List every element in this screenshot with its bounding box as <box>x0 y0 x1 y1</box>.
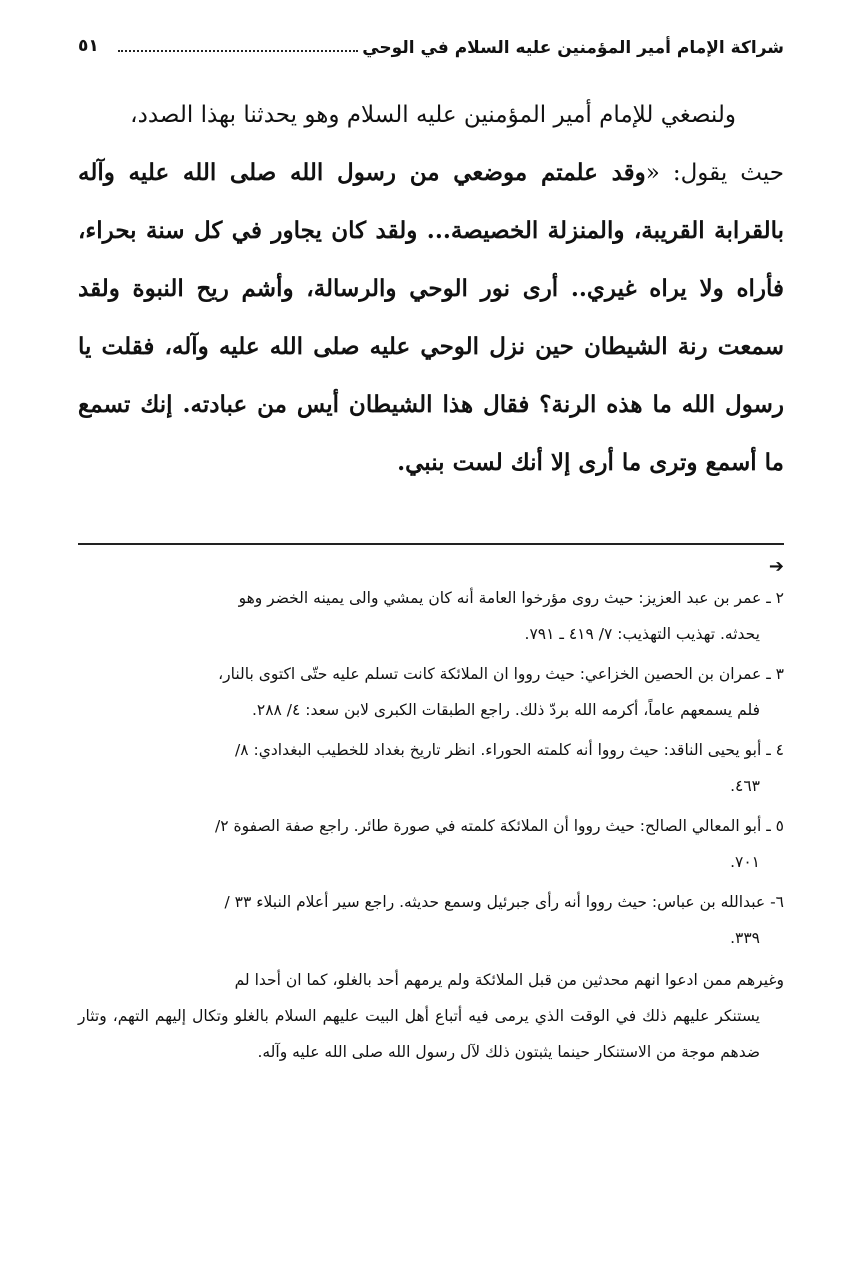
footnote-continuation: ٧٠١. <box>730 853 760 871</box>
footnote-item <box>78 732 784 804</box>
footnote-line: ٥ ـ أبو المعالي الصالح: حيث رووا أن الملائكة كلمته في صورة طائر. راجع صفة الصفوة ٢/ <box>214 817 784 835</box>
footnote-line: ٣ ـ عمران بن الحصين الخزاعي: حيث رووا ان الملائكة كانت تسلم عليه حتّى اكتوى بالنار، <box>218 665 784 683</box>
footnote-area <box>78 28 784 1268</box>
header-title: شراكة الإمام أمير المؤمنين عليه السلام في الوحي <box>362 38 784 58</box>
continuation-arrow-icon: ➔ <box>768 556 784 577</box>
footnote-line: ٦- عبدالله بن عباس: حيث رووا أنه رأى جبرئيل وسمع حديثه. راجع سير أعلام النبلاء ٣٣ / <box>224 893 784 911</box>
footnote-separator <box>78 543 784 545</box>
footnote-line: ٢ ـ عمر بن عبد العزيز: حيث روى مؤرخوا العامة أنه كان يمشي والى يمينه الخضر وهو <box>238 589 784 607</box>
footnote-continuation: فلم يسمعهم عاماً، أكرمه الله بردّ ذلك. راجع الطبقات الكبرى لابن سعد: ٤/ ٢٨٨. <box>251 701 760 719</box>
footnote-continuation: ٤٦٣. <box>730 777 760 795</box>
footnote-continuation: يحدثه. تهذيب التهذيب: ٧/ ٤١٩ ـ ٧٩١. <box>524 625 760 643</box>
closing-note <box>78 962 784 1070</box>
footnote-item <box>78 884 784 956</box>
quote-lead: حيث يقول: « <box>645 160 784 186</box>
page-number: ٥١ <box>78 36 99 56</box>
footnote-item <box>78 656 784 728</box>
footnote-continuation: ٣٣٩. <box>730 929 760 947</box>
footnote-item <box>78 808 784 880</box>
footnote-line: ٤ ـ أبو يحيى الناقد: حيث رووا أنه كلمته الحوراء. انظر تاريخ بغداد للخطيب البغدادي: ٨/ <box>235 741 784 759</box>
paragraph-intro: ولنصغي للإمام أمير المؤمنين عليه السلام وهو يحدثنا بهذا الصدد، <box>130 102 736 128</box>
closing-note-rest: يستنكر عليهم ذلك في الوقت الذي يرمى فيه أتباع أهل البيت عليهم السلام بالغلو وتكال إليهم التهم، وتثار ضدهم موجة من الاستنكار حينما يثبتون ذلك لآل رسول الله صلى الله عليه وآله. <box>78 1007 760 1061</box>
footnotes <box>78 580 784 1070</box>
quoted-sermon: وقد علمتم موضعي من رسول الله صلى الله عليه وآله بالقرابة القريبة، والمنزلة الخصيصة... ولقد كان يجاور في كل سنة بحراء، فأراه ولا يراه غيري.. أرى نور الوحي والرسالة، وأشم ريح النبوة ولقد سمعت رنة الشيطان حين نزل الوحي عليه صلى الله عليه وآله، فقلت يا رسول الله ما هذه الرنة؟ فقال هذا الشيطان أيس من عبادته. إنك تسمع ما أسمع وترى ما أرى إلا أنك لست بنبي. <box>78 159 784 476</box>
closing-note-first-line: وغيرهم ممن ادعوا انهم محدثين من قبل الملائكة ولم يرمهم أحد بالغلو، كما ان أحدا لم <box>234 971 784 989</box>
footnote-item <box>78 580 784 652</box>
